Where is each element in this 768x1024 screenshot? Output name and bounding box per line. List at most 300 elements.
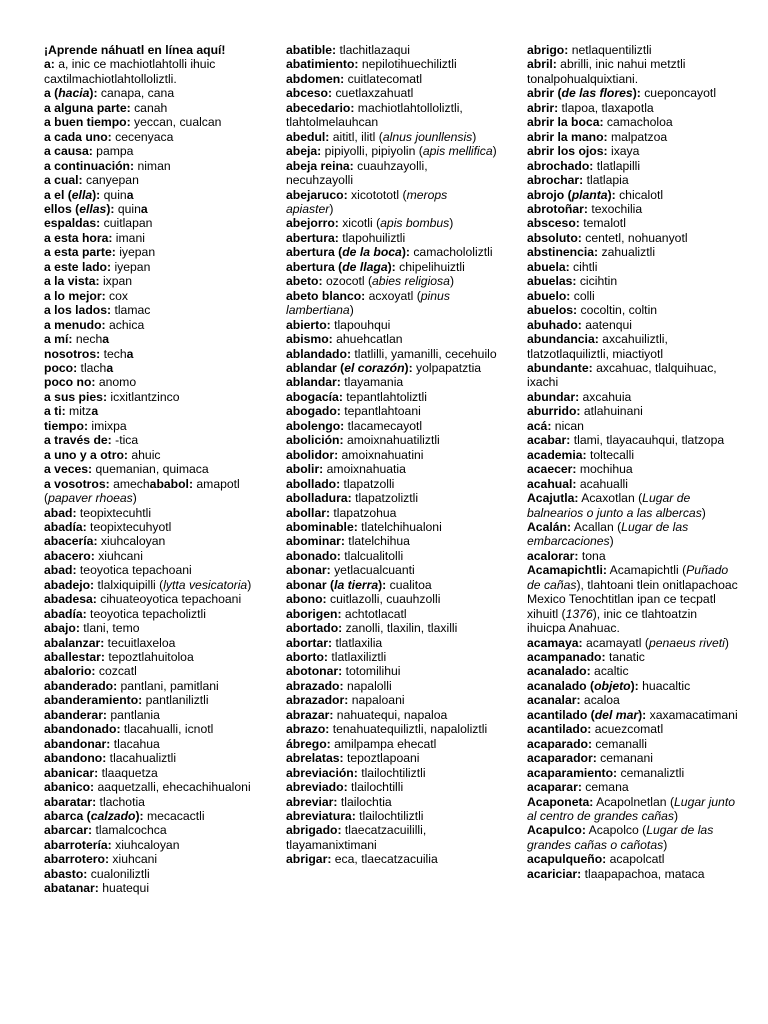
entry-definition: ) bbox=[663, 837, 668, 852]
dictionary-entry bbox=[286, 130, 498, 144]
entry-definition: tlatelchihualoni bbox=[357, 519, 442, 534]
entry-headword: poco: bbox=[44, 360, 78, 375]
entry-headword: ): bbox=[106, 201, 115, 216]
dictionary-entry bbox=[44, 693, 256, 707]
entry-headword: acanalar: bbox=[527, 693, 581, 708]
entry-definition: nahuatequi, napaloa bbox=[333, 707, 448, 722]
entry-headword: espaldas: bbox=[44, 216, 101, 231]
entry-headword: abaratar: bbox=[44, 794, 97, 809]
entry-headword: abrazado: bbox=[286, 678, 344, 693]
entry-definition: acuezcomatl bbox=[591, 722, 664, 737]
entry-definition: cemanaliztli bbox=[617, 765, 685, 780]
entry-headword: acaecer: bbox=[527, 462, 577, 477]
dictionary-entry bbox=[286, 679, 498, 693]
entry-headword: abatimiento: bbox=[286, 57, 359, 72]
entry-headword: ): bbox=[401, 245, 410, 260]
entry-headword: a bbox=[102, 332, 110, 347]
dictionary-entry bbox=[286, 621, 498, 635]
dictionary-entry bbox=[527, 708, 739, 722]
entry-definition: tlatlapilli bbox=[593, 158, 641, 173]
dictionary-entry bbox=[44, 144, 256, 158]
dictionary-entry bbox=[44, 130, 256, 144]
entry-definition: mitz bbox=[65, 404, 92, 419]
entry-definition: anomo bbox=[95, 375, 137, 390]
entry-headword: absceso: bbox=[527, 216, 580, 231]
dictionary-entry bbox=[527, 549, 739, 563]
dictionary-entry bbox=[44, 881, 256, 895]
entry-headword: abortar: bbox=[286, 635, 333, 650]
entry-definition: tlatlaxiliztli bbox=[327, 650, 387, 665]
entry-definition: tepoztlapoani bbox=[343, 751, 420, 766]
entry-headword: Acajutla: bbox=[527, 491, 579, 506]
entry-definition: acaltic bbox=[590, 664, 629, 679]
entry-definition: cecenyaca bbox=[111, 129, 174, 144]
entry-headword: abonar ( bbox=[286, 577, 335, 592]
dictionary-entry bbox=[286, 260, 498, 274]
entry-definition: nepilotihuechiliztli bbox=[358, 57, 457, 72]
entry-headword: abolladura: bbox=[286, 491, 352, 506]
entry-headword: abertura ( bbox=[286, 245, 343, 260]
entry-definition: teoyotica tepachoani bbox=[76, 563, 192, 578]
dictionary-entry bbox=[44, 867, 256, 881]
entry-definition: amech bbox=[109, 476, 150, 491]
entry-headword: ella bbox=[71, 187, 93, 202]
entry-definition: totomilihui bbox=[342, 664, 401, 679]
entry-definition: amapotl ( bbox=[44, 476, 240, 506]
entry-definition: tlamac bbox=[111, 303, 151, 318]
dictionary-entry bbox=[286, 159, 498, 188]
dictionary-entry bbox=[286, 462, 498, 476]
dictionary-entry bbox=[527, 57, 739, 86]
entry-headword: acanalado ( bbox=[527, 678, 595, 693]
entry-definition: ) bbox=[247, 577, 252, 592]
entry-headword: abrazador: bbox=[286, 693, 349, 708]
dictionary-entry bbox=[44, 173, 256, 187]
entry-definition: zanolli, tlaxilin, tlaxilli bbox=[342, 621, 458, 636]
entry-headword: abeto blanco: bbox=[286, 288, 366, 303]
entry-definition: Acaxotlan ( bbox=[578, 491, 643, 506]
entry-definition: yolpapatztia bbox=[412, 360, 482, 375]
entry-headword: ): bbox=[630, 678, 639, 693]
dictionary-entry bbox=[286, 245, 498, 259]
entry-definition: pantlania bbox=[107, 707, 160, 722]
entry-definition: pantlaniliztli bbox=[142, 693, 209, 708]
entry-definition: imani bbox=[112, 230, 145, 245]
entry-headword: abecedario: bbox=[286, 100, 355, 115]
entry-headword: acaparar: bbox=[527, 780, 582, 795]
entry-definition: cihuateoyotica tepachoani bbox=[96, 592, 242, 607]
entry-headword: tiempo: bbox=[44, 418, 89, 433]
entry-definition: tlamalcochca bbox=[92, 823, 167, 838]
dictionary-entry bbox=[286, 375, 498, 389]
dictionary-entry bbox=[286, 188, 498, 217]
dictionary-entry bbox=[44, 636, 256, 650]
entry-definition: cuetlaxzahuatl bbox=[332, 86, 414, 101]
dictionary-entry bbox=[286, 563, 498, 577]
entry-headword: calzado bbox=[90, 809, 136, 824]
dictionary-entry bbox=[44, 433, 256, 447]
dictionary-entry bbox=[527, 867, 739, 881]
dictionary-entry bbox=[527, 462, 739, 476]
entry-headword: planta bbox=[571, 187, 608, 202]
entry-headword: abrochar: bbox=[527, 173, 584, 188]
entry-headword: a cual: bbox=[44, 173, 83, 188]
dictionary-entry bbox=[286, 86, 498, 100]
entry-note: pinus lambertiana bbox=[286, 288, 450, 318]
dictionary-entry bbox=[527, 361, 739, 390]
entry-definition: aititl, ilitl ( bbox=[329, 129, 383, 144]
dictionary-entry bbox=[44, 404, 256, 418]
entry-definition: canapa, cana bbox=[97, 86, 175, 101]
entry-definition: acxoyatl ( bbox=[365, 288, 421, 303]
dictionary-entry bbox=[44, 650, 256, 664]
entry-headword: abstinencia: bbox=[527, 245, 599, 260]
dictionary-entry bbox=[286, 737, 498, 751]
entry-note: papaver rhoeas bbox=[48, 491, 133, 506]
entry-headword: aballestar: bbox=[44, 650, 105, 665]
dictionary-entry bbox=[286, 823, 498, 852]
entry-headword: ): bbox=[404, 360, 413, 375]
entry-headword: acariciar: bbox=[527, 866, 582, 881]
entry-headword: poco no: bbox=[44, 375, 96, 390]
dictionary-entry bbox=[44, 462, 256, 476]
entry-headword: a continuación: bbox=[44, 158, 135, 173]
entry-definition: ) bbox=[349, 303, 354, 318]
dictionary-entry bbox=[286, 766, 498, 780]
dictionary-entry bbox=[44, 202, 256, 216]
entry-definition: camacholoa bbox=[603, 115, 673, 130]
dictionary-entry bbox=[286, 578, 498, 592]
entry-headword: acaparador: bbox=[527, 751, 597, 766]
dictionary-entry bbox=[527, 722, 739, 736]
entry-definition: ) bbox=[674, 809, 679, 824]
dictionary-entry bbox=[44, 534, 256, 548]
entry-headword: ): bbox=[92, 187, 101, 202]
entry-headword: abertura: bbox=[286, 230, 339, 245]
dictionary-entry bbox=[44, 260, 256, 274]
entry-headword: abandonar: bbox=[44, 736, 111, 751]
entry-headword: abolengo: bbox=[286, 418, 345, 433]
entry-headword: abrir los ojos: bbox=[527, 144, 608, 159]
entry-headword: absoluto: bbox=[527, 230, 582, 245]
entry-definition: ), inic ce tlahtoatzin ihuicpa Anahuac. bbox=[527, 606, 698, 636]
dictionary-entry bbox=[527, 390, 739, 404]
dictionary-entry bbox=[286, 607, 498, 621]
entry-headword: ellos ( bbox=[44, 201, 80, 216]
entry-definition: amilpampa ehecatl bbox=[330, 736, 437, 751]
entry-headword: abundancia: bbox=[527, 332, 599, 347]
dictionary-entry bbox=[527, 318, 739, 332]
entry-headword: abundante: bbox=[527, 360, 593, 375]
entry-headword: ): bbox=[638, 707, 647, 722]
dictionary-entry bbox=[44, 520, 256, 534]
dictionary-entry bbox=[44, 852, 256, 866]
entry-definition: zahualiztli bbox=[598, 245, 656, 260]
dictionary-column-1 bbox=[44, 43, 256, 896]
dictionary-entry bbox=[44, 607, 256, 621]
dictionary-entry bbox=[44, 795, 256, 809]
dictionary-entry bbox=[527, 173, 739, 187]
entry-headword: a esta parte: bbox=[44, 245, 116, 260]
dictionary-entry bbox=[286, 274, 498, 288]
dictionary-entry bbox=[527, 751, 739, 765]
entry-headword: a esta hora: bbox=[44, 230, 113, 245]
dictionary-entry bbox=[286, 72, 498, 86]
dictionary-entry bbox=[286, 852, 498, 866]
entry-definition: tlacahualli, icnotl bbox=[120, 722, 214, 737]
entry-note: Puñado de cañas bbox=[527, 563, 729, 592]
entry-headword: a uno y a otro: bbox=[44, 447, 128, 462]
entry-headword: Acaponeta: bbox=[527, 794, 594, 809]
entry-headword: abad: bbox=[44, 505, 77, 520]
entry-headword: aburrido: bbox=[527, 404, 581, 419]
entry-definition: cualoniliztli bbox=[87, 866, 150, 881]
dictionary-entry bbox=[527, 766, 739, 780]
entry-definition: camachololiztli bbox=[409, 245, 493, 260]
dictionary-entry bbox=[286, 592, 498, 606]
entry-headword: abdomen: bbox=[286, 71, 345, 86]
entry-definition: teoyotica tepacholiztli bbox=[86, 606, 206, 621]
dictionary-entry bbox=[44, 823, 256, 837]
entry-headword: abuelas: bbox=[527, 274, 577, 289]
entry-definition: abrilli, inic nahui metztli tonalpohualquixtiani. bbox=[527, 57, 686, 86]
entry-definition: cuitlatecomatl bbox=[344, 71, 423, 86]
dictionary-entry bbox=[44, 549, 256, 563]
entry-headword: de las flores bbox=[561, 86, 633, 101]
entry-definition: achica bbox=[105, 317, 145, 332]
entry-definition: amoixnahuatini bbox=[338, 447, 424, 462]
entry-definition: mecacactli bbox=[143, 809, 205, 824]
entry-definition: tepantlahtoani bbox=[340, 404, 421, 419]
entry-definition: quin bbox=[100, 187, 127, 202]
dictionary-entry bbox=[44, 390, 256, 404]
dictionary-entry bbox=[44, 245, 256, 259]
entry-definition: chipelihuiztli bbox=[395, 259, 465, 274]
dictionary-entry bbox=[44, 780, 256, 794]
dictionary-entry bbox=[527, 664, 739, 678]
entry-definition: tlacahua bbox=[110, 736, 160, 751]
dictionary-entry bbox=[44, 751, 256, 765]
entry-definition: pantlani, pamitlani bbox=[117, 678, 219, 693]
entry-headword: abortado: bbox=[286, 621, 343, 636]
dictionary-entry bbox=[286, 448, 498, 462]
entry-headword: abonar: bbox=[286, 563, 331, 578]
dictionary-entry bbox=[286, 534, 498, 548]
entry-headword: Acalán: bbox=[527, 519, 572, 534]
dictionary-entry bbox=[527, 202, 739, 216]
dictionary-entry bbox=[44, 57, 256, 86]
entry-definition: axcahuia bbox=[579, 389, 632, 404]
entry-definition: tepantlahtoliztli bbox=[342, 389, 427, 404]
entry-definition: tlach bbox=[77, 360, 107, 375]
dictionary-entry bbox=[527, 419, 739, 433]
entry-headword: a alguna parte: bbox=[44, 100, 131, 115]
entry-definition: a, inic ce machiotlahtolli ihuic caxtilmachiotlahtolloliztli. bbox=[44, 57, 216, 86]
entry-definition: axcahuiliztli, tlatzotlaquiliztli, miactiyotl bbox=[527, 332, 668, 361]
dictionary-entry bbox=[286, 347, 498, 361]
dictionary-entry bbox=[527, 43, 739, 57]
entry-definition: tepoztlahuitoloa bbox=[104, 650, 194, 665]
dictionary-entry bbox=[286, 361, 498, 375]
dictionary-entry bbox=[527, 795, 739, 824]
entry-note: apis mellifica bbox=[422, 144, 493, 159]
entry-definition: niman bbox=[134, 158, 171, 173]
entry-headword: a bbox=[126, 187, 134, 202]
entry-headword: abismo: bbox=[286, 332, 333, 347]
entry-headword: abalanzar: bbox=[44, 635, 105, 650]
entry-definition: cemanalli bbox=[592, 736, 647, 751]
entry-definition: tlapatzohua bbox=[330, 505, 397, 520]
entry-definition: ) bbox=[472, 129, 477, 144]
entry-definition: cemana bbox=[581, 780, 629, 795]
entry-headword: abatible: bbox=[286, 43, 337, 57]
entry-headword: abandonado: bbox=[44, 722, 121, 737]
entry-headword: aborigen: bbox=[286, 606, 342, 621]
entry-headword: ábrego: bbox=[286, 736, 331, 751]
dictionary-entry bbox=[286, 332, 498, 346]
entry-definition: tlapatzolli bbox=[340, 476, 395, 491]
entry-definition: tlalxiquipilli ( bbox=[94, 577, 164, 592]
entry-definition: tanatic bbox=[605, 650, 645, 665]
entry-headword: a vosotros: bbox=[44, 476, 110, 491]
dictionary-entry bbox=[286, 795, 498, 809]
entry-headword: abrigo: bbox=[527, 43, 569, 57]
dictionary-entry bbox=[286, 809, 498, 823]
entry-headword: abotonar: bbox=[286, 664, 343, 679]
entry-definition: acapolcatl bbox=[606, 852, 665, 867]
entry-headword: abolición: bbox=[286, 433, 344, 448]
entry-definition: ) bbox=[492, 144, 497, 159]
dictionary-entry bbox=[286, 520, 498, 534]
entry-headword: abominar: bbox=[286, 534, 345, 549]
entry-definition: tlatlilli, yamanilli, cecehuilo bbox=[351, 346, 497, 361]
entry-headword: abono: bbox=[286, 592, 327, 607]
entry-headword: a buen tiempo: bbox=[44, 115, 131, 130]
entry-definition: xaxamacatimani bbox=[646, 707, 738, 722]
entry-headword: a ti: bbox=[44, 404, 66, 419]
entry-headword: abrazar: bbox=[286, 707, 334, 722]
entry-headword: acahual: bbox=[527, 476, 577, 491]
entry-definition: amoixnahuatia bbox=[323, 462, 406, 477]
entry-headword: acaparado: bbox=[527, 736, 593, 751]
entry-headword: abejaruco: bbox=[286, 187, 348, 202]
entry-definition: icxitlantzinco bbox=[107, 389, 180, 404]
dictionary-entry bbox=[44, 477, 256, 506]
entry-definition: nican bbox=[551, 418, 584, 433]
entry-headword: abatanar: bbox=[44, 881, 99, 896]
entry-definition: tlaapapachoa, mataca bbox=[581, 866, 705, 881]
dictionary-entry bbox=[44, 216, 256, 230]
entry-definition: tlayamania bbox=[340, 375, 404, 390]
entry-headword: abollar: bbox=[286, 505, 331, 520]
dictionary-entry bbox=[44, 737, 256, 751]
entry-definition: ahuic bbox=[127, 447, 161, 462]
entry-headword: ): bbox=[607, 187, 616, 202]
entry-definition: iyepan bbox=[111, 259, 151, 274]
dictionary-entry bbox=[527, 245, 739, 259]
entry-headword: abanico: bbox=[44, 780, 95, 795]
entry-definition: napaloani bbox=[348, 693, 405, 708]
dictionary-entry bbox=[286, 289, 498, 318]
dictionary-entry bbox=[286, 144, 498, 158]
entry-headword: abrelatas: bbox=[286, 751, 344, 766]
entry-headword: abogado: bbox=[286, 404, 341, 419]
entry-definition: xicotototl ( bbox=[347, 187, 407, 202]
entry-headword: acá: bbox=[527, 418, 552, 433]
entry-definition: tlani, temo bbox=[79, 621, 140, 636]
entry-headword: la tierra bbox=[334, 577, 379, 592]
entry-definition: tona bbox=[578, 548, 606, 563]
entry-headword: a veces: bbox=[44, 462, 93, 477]
entry-definition: cozcatl bbox=[95, 664, 137, 679]
dictionary-entry bbox=[44, 43, 256, 57]
entry-note: Lugar de balnearios o junto a las albercas bbox=[527, 491, 702, 520]
entry-definition: tlailochtiliztli bbox=[355, 809, 424, 824]
entry-headword: abarrotería: bbox=[44, 837, 112, 852]
dictionary-entry bbox=[286, 231, 498, 245]
entry-headword: a lo mejor: bbox=[44, 288, 106, 303]
dictionary-entry bbox=[44, 621, 256, 635]
entry-definition: mochihua bbox=[576, 462, 633, 477]
entry-definition: texochilia bbox=[587, 201, 643, 216]
entry-headword: abundar: bbox=[527, 389, 580, 404]
entry-headword: abarca ( bbox=[44, 809, 91, 824]
dictionary-entry bbox=[44, 563, 256, 577]
entry-definition: cuitlazolli, cuauhzolli bbox=[326, 592, 441, 607]
entry-headword: a los lados: bbox=[44, 303, 112, 318]
dictionary-entry bbox=[286, 404, 498, 418]
entry-headword: a el ( bbox=[44, 187, 72, 202]
entry-definition: huacaltic bbox=[638, 678, 691, 693]
entry-definition: cueponcayotl bbox=[640, 86, 717, 101]
entry-headword: Acapulco: bbox=[527, 823, 586, 838]
entry-headword: abogacía: bbox=[286, 389, 343, 404]
entry-headword: acanalado: bbox=[527, 664, 591, 679]
entry-definition: acahualli bbox=[576, 476, 628, 491]
entry-definition: Acamapichtli ( bbox=[606, 563, 687, 578]
entry-definition: tlatlapia bbox=[583, 173, 629, 188]
entry-definition: tlalcualitolli bbox=[340, 548, 404, 563]
dictionary-entry bbox=[527, 231, 739, 245]
entry-note: Lugar junto al centro de grandes cañas bbox=[527, 794, 736, 824]
dictionary-entry bbox=[286, 780, 498, 794]
entry-headword: a cada uno: bbox=[44, 129, 112, 144]
entry-definition: huatequi bbox=[98, 881, 150, 896]
entry-definition: cicihtin bbox=[576, 274, 618, 289]
entry-definition: tlaecatzacuililli, tlayamanixtimani bbox=[286, 823, 427, 852]
entry-definition: ahuehcatlan bbox=[332, 332, 403, 347]
entry-headword: abertura ( bbox=[286, 259, 343, 274]
dictionary-entry bbox=[44, 664, 256, 678]
entry-headword: abierto: bbox=[286, 317, 331, 332]
dictionary-entry bbox=[286, 722, 498, 736]
dictionary-entry bbox=[44, 722, 256, 736]
entry-headword: Acamapichtli: bbox=[527, 563, 607, 578]
entry-headword: abanderamiento: bbox=[44, 693, 143, 708]
entry-definition: teopixtecuhyotl bbox=[86, 519, 172, 534]
dictionary-entry bbox=[286, 477, 498, 491]
dictionary-entry bbox=[286, 419, 498, 433]
entry-definition: pampa bbox=[92, 144, 134, 159]
entry-definition: yeccan, cualcan bbox=[130, 115, 222, 130]
entry-headword: abadesa: bbox=[44, 592, 97, 607]
entry-definition: ) bbox=[449, 216, 454, 231]
entry-definition: xiuhcani bbox=[109, 852, 158, 867]
dictionary-entry bbox=[44, 838, 256, 852]
entry-definition: ozocotl ( bbox=[322, 274, 373, 289]
entry-headword: abanicar: bbox=[44, 765, 99, 780]
dictionary-entry bbox=[527, 737, 739, 751]
